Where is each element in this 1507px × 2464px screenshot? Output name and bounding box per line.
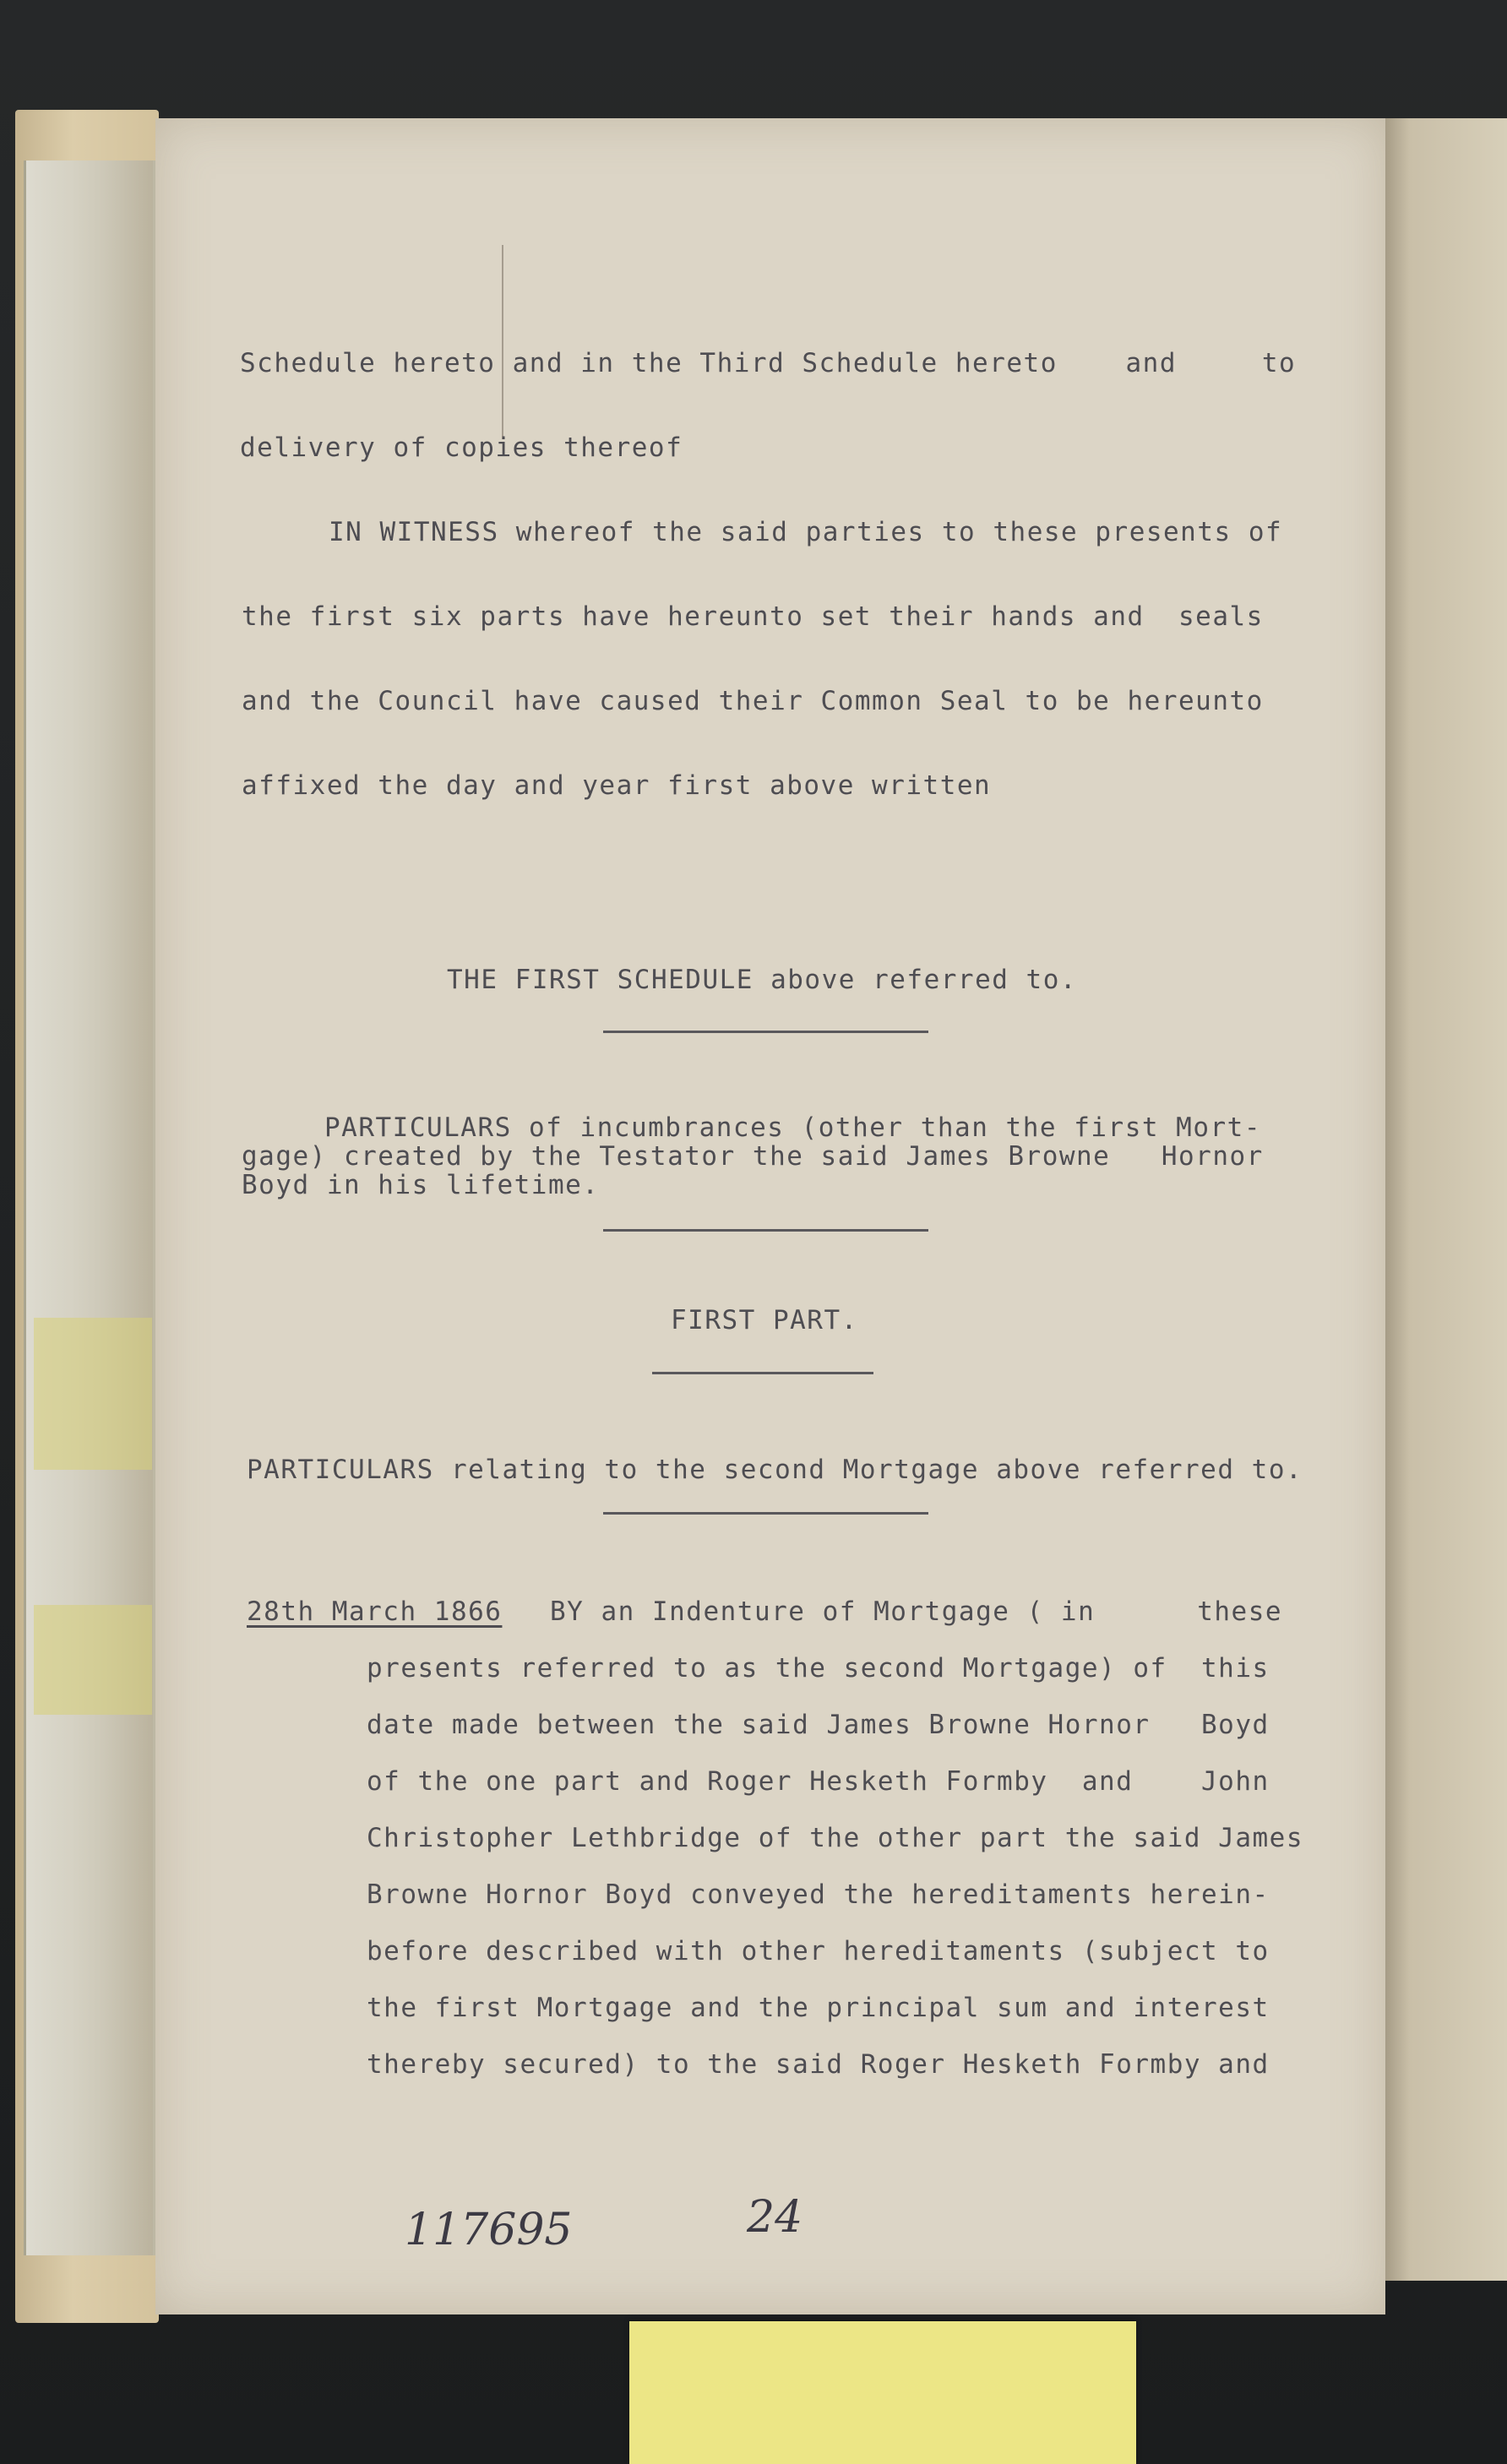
heading-rule-4 bbox=[603, 1512, 928, 1515]
heading-rule-1 bbox=[603, 1031, 928, 1033]
entry-line-2: presents referred to as the second Mortgage) of this bbox=[367, 1653, 1270, 1683]
entry-line-3: date made between the said James Browne Hornor Boyd bbox=[367, 1710, 1270, 1740]
heading-rule-3 bbox=[652, 1372, 873, 1374]
page-number: 24 bbox=[747, 2192, 803, 2243]
witness-line-4: affixed the day and year first above written bbox=[242, 770, 992, 801]
body-line-1: Schedule hereto and in the Third Schedule hereto and to bbox=[240, 348, 1297, 378]
tape-stain bbox=[34, 1318, 152, 1470]
witness-line-1: IN WITNESS whereof the said parties to these presents of bbox=[329, 517, 1283, 547]
entry-line-6: Browne Hornor Boyd conveyed the hereditaments herein- bbox=[367, 1879, 1270, 1910]
document-page bbox=[155, 118, 1385, 2314]
second-mortgage-heading: PARTICULARS relating to the second Mortgage above referred to. bbox=[247, 1455, 1303, 1485]
entry-line-5: Christopher Lethbridge of the other part the said James bbox=[367, 1823, 1303, 1853]
entry-line-7: before described with other hereditaments (subject to bbox=[367, 1936, 1270, 1966]
heading-rule-2 bbox=[603, 1229, 928, 1232]
first-schedule-heading: THE FIRST SCHEDULE above referred to. bbox=[447, 965, 1078, 995]
entry-line-4: of the one part and Roger Hesketh Formby and John bbox=[367, 1766, 1270, 1797]
witness-line-2: the first six parts have hereunto set their hands and seals bbox=[242, 601, 1264, 632]
body-line-2: delivery of copies thereof bbox=[240, 432, 683, 463]
entry-date: 28th March 1866 bbox=[247, 1596, 503, 1627]
tape-stain-lower bbox=[34, 1605, 152, 1715]
archival-tape bbox=[24, 160, 155, 2255]
handwritten-number: 117695 bbox=[405, 2205, 573, 2255]
particulars-line-1: PARTICULARS of incumbrances (other than the first Mort- bbox=[324, 1112, 1261, 1143]
first-part-heading: FIRST PART. bbox=[671, 1305, 858, 1335]
page-crease bbox=[502, 245, 503, 439]
witness-line-3: and the Council have caused their Common Seal to be hereunto bbox=[242, 686, 1264, 716]
entry-line-1: BY an Indenture of Mortgage ( in these bbox=[550, 1596, 1283, 1627]
particulars-line-2: gage) created by the Testator the said James Browne Hornor bbox=[242, 1141, 1264, 1172]
entry-line-8: the first Mortgage and the principal sum and interest bbox=[367, 1993, 1270, 2023]
particulars-line-3: Boyd in his lifetime. bbox=[242, 1170, 600, 1200]
entry-line-9: thereby secured) to the said Roger Hesketh Formby and bbox=[367, 2049, 1270, 2080]
right-page-edge bbox=[1385, 118, 1507, 2281]
sticky-note bbox=[629, 2321, 1136, 2464]
